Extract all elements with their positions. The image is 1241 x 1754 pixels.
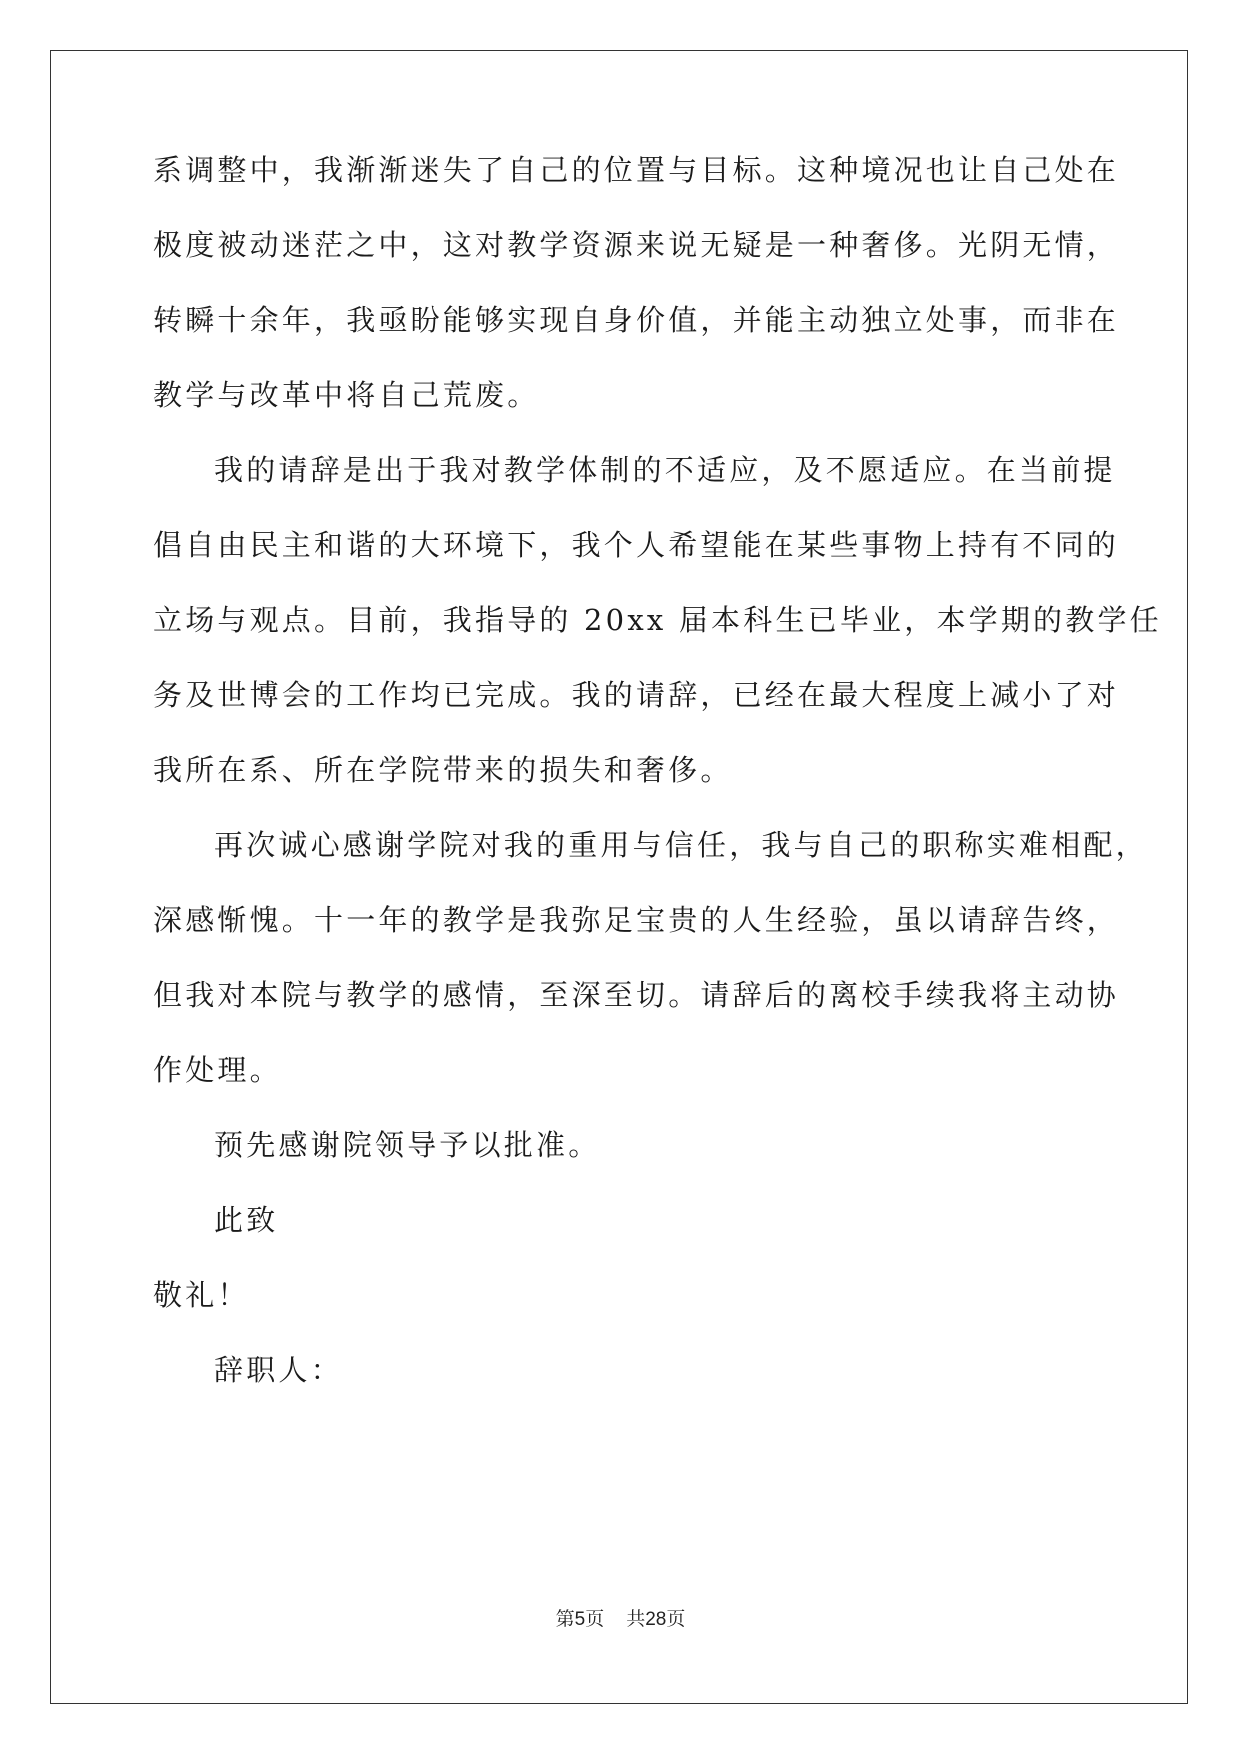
page-prefix: 第 (555, 1609, 575, 1630)
body-line: 教学与改革中将自己荒废。 (153, 378, 540, 412)
page-footer (0, 1608, 1241, 1632)
paragraph-start: 我的请辞是出于我对教学体制的不适应，及不愿适应。在当前提 (214, 453, 1116, 487)
page-number: 5 (574, 1609, 586, 1630)
salutation-line: 此致 (214, 1203, 279, 1237)
body-line: 立场与观点。目前，我指导的 20xx 届本科生已毕业，本学期的教学任 (153, 603, 1162, 637)
closing-line: 预先感谢院领导予以批准。 (214, 1128, 601, 1162)
body-line: 但我对本院与教学的感情，至深至切。请辞后的离校手续我将主动协 (153, 978, 1120, 1012)
body-line: 系调整中，我渐渐迷失了自己的位置与目标。这种境况也让自己处在 (153, 153, 1120, 187)
body-line: 作处理。 (153, 1053, 282, 1087)
signature-line: 辞职人： (214, 1353, 343, 1387)
paragraph-start: 再次诚心感谢学院对我的重用与信任，我与自己的职称实难相配， (214, 828, 1148, 862)
total-suffix: 页 (666, 1609, 686, 1630)
body-line: 倡自由民主和谐的大环境下，我个人希望能在某些事物上持有不同的 (153, 528, 1120, 562)
total-prefix: 共 (626, 1609, 646, 1630)
body-line: 深感惭愧。十一年的教学是我弥足宝贵的人生经验，虽以请辞告终， (153, 903, 1120, 937)
body-line: 极度被动迷茫之中，这对教学资源来说无疑是一种奢侈。光阴无情， (153, 228, 1120, 262)
body-line: 务及世博会的工作均已完成。我的请辞，已经在最大程度上减小了对 (153, 678, 1120, 712)
body-line: 我所在系、所在学院带来的损失和奢侈。 (153, 753, 733, 787)
body-line: 转瞬十余年，我亟盼能够实现自身价值，并能主动独立处事，而非在 (153, 303, 1120, 337)
greeting-line: 敬礼！ (153, 1278, 250, 1312)
page-suffix: 页 (585, 1609, 605, 1630)
page-border (50, 50, 1188, 1704)
total-pages: 28 (645, 1609, 667, 1630)
